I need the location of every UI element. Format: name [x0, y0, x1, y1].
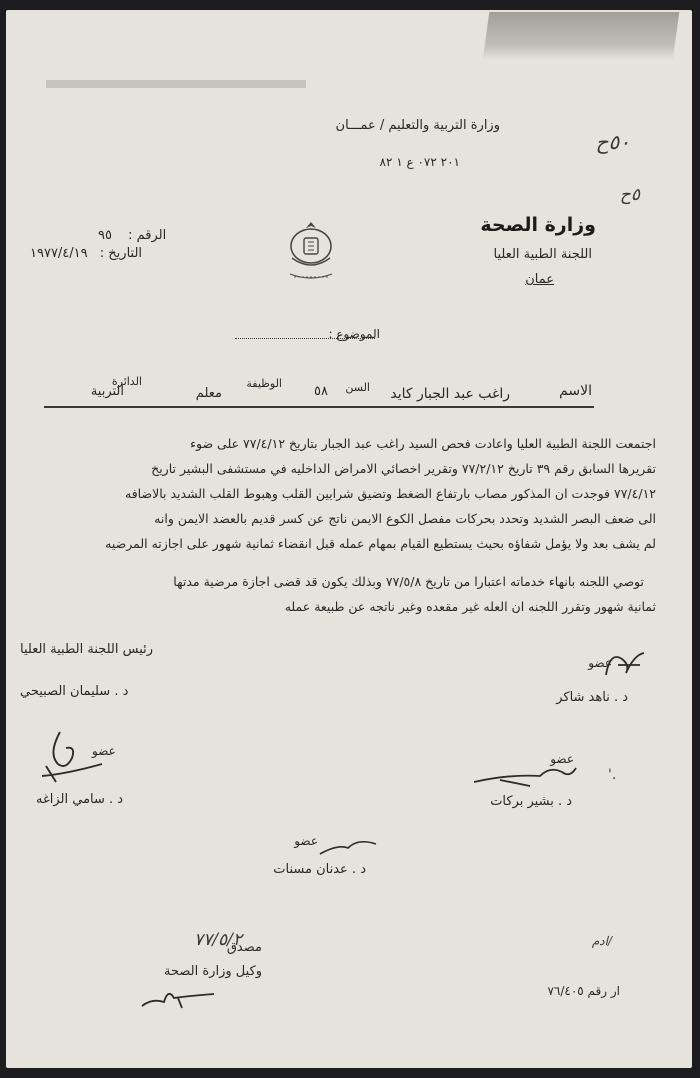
- chair-name: د . سليمان الصبيحي: [20, 684, 129, 699]
- body-p2-line-1: توصي اللجنه بانهاء خدماته اعتبارا من تاريخ ٧٧/٥/٨ وبذلك يكون قد قضى اجازة مرضية مدتها: [173, 574, 644, 589]
- member3-title: عضو: [550, 752, 574, 766]
- name-label: الاسم: [559, 383, 592, 399]
- letterhead-city: عمان: [525, 272, 554, 287]
- member3-name: د . بشير بركات: [490, 794, 572, 809]
- certified-date: ٧٧/٥/٢: [194, 930, 242, 950]
- letterhead-committee: اللجنة الطبية العليا: [493, 247, 592, 262]
- body-p1-line-5: لم يشف بعد ولا يؤمل شفاؤه بحيث يستطيع القيام بمهام عمله قبل انقضاء ثمانية شهور على اجازته المرضيه: [105, 536, 656, 551]
- certified-label: مصدق: [226, 940, 262, 955]
- member1-name: د . ناهد شاكر: [556, 690, 628, 705]
- certified-by: وكيل وزارة الصحة: [164, 964, 262, 979]
- footer-ref-number: ار رقم ٧٦/٤٠٥: [547, 984, 620, 998]
- body-p1-line-2: تقريرها السابق رقم ٣٩ تاريخ ٧٧/٢/١٢ وتقرير اخصائي الامراض الداخليه في مستشفى البشير تاريخ: [151, 461, 656, 476]
- body-p1-line-4: الى ضعف البصر الشديد وتحدد بحركات مفصل الكوع الايمن ناتج عن كسر قديم بالعضد الايمن وانه: [154, 511, 656, 526]
- member4-name: د . عدنان مسنات: [273, 862, 366, 877]
- scan-smudge: [46, 80, 306, 88]
- job-label: الوظيفة: [246, 377, 282, 390]
- member4-title: عضو: [294, 834, 318, 848]
- member1-title: عضو: [588, 656, 612, 670]
- handwritten-number-2: ٥ح: [619, 185, 640, 205]
- subject-dots: [235, 338, 375, 339]
- footer-initials: /ادم: [591, 934, 612, 948]
- chair-title: رئيس اللجنة الطبية العليا: [20, 642, 154, 657]
- body-p1-line-3: ٧٧/٤/١٢ فوجدت ان المذكور مصاب بارتفاع الضغط وتضيق شرايين القلب وهبوط القلب الشديد بالاضافه: [125, 486, 656, 501]
- member3-signature: [470, 760, 580, 790]
- typed-date-line: ٢٠١ ٠٧٢ ع ١ ٨٢: [379, 155, 460, 169]
- typed-ministry-line: وزارة التربية والتعليم / عمـــان: [335, 118, 500, 133]
- body-p2-line-2: ثمانية شهور وتقرر اللجنه ان العله غير مقعده وغير ناتجه عن طبيعة عمله: [284, 599, 656, 614]
- ref-value: ٩٥: [98, 228, 112, 243]
- date-value: ١٩٧٧/٤/١٩: [30, 246, 88, 261]
- handwritten-number: ٥٠ح: [595, 130, 630, 154]
- field-underline: [44, 406, 594, 408]
- dept-label: الدائرة: [111, 375, 142, 388]
- member2-title: عضو: [92, 744, 116, 758]
- coat-of-arms-emblem: [282, 216, 340, 288]
- member4-signature: [318, 834, 378, 860]
- certifier-signature: [138, 984, 218, 1012]
- scan-artifact: [483, 12, 680, 60]
- ref-label: الرقم :: [128, 228, 167, 243]
- member1-signature: [600, 645, 650, 681]
- name-value: راغب عبد الجبار كايد: [390, 386, 510, 402]
- dept-value: التربية: [90, 384, 124, 399]
- letterhead-ministry: وزارة الصحة: [480, 214, 596, 236]
- date-label: التاريخ :: [99, 246, 143, 261]
- member2-name: د . سامي الزاغه: [36, 792, 124, 807]
- age-label: السن: [345, 381, 370, 394]
- body-p1-line-1: اجتمعت اللجنة الطبية العليا واعادت فحص السيد راغب عبد الجبار بتاريخ ٧٧/٤/١٢ على ضوء: [190, 436, 656, 451]
- job-value: معلم: [195, 386, 222, 401]
- member2-signature: [36, 724, 106, 788]
- date-row: [30, 246, 142, 261]
- subject-label: الموضوع :: [328, 327, 380, 341]
- ref-number-row: [98, 228, 166, 243]
- margin-mark: .': [608, 767, 617, 783]
- age-value: ٥٨: [314, 384, 328, 399]
